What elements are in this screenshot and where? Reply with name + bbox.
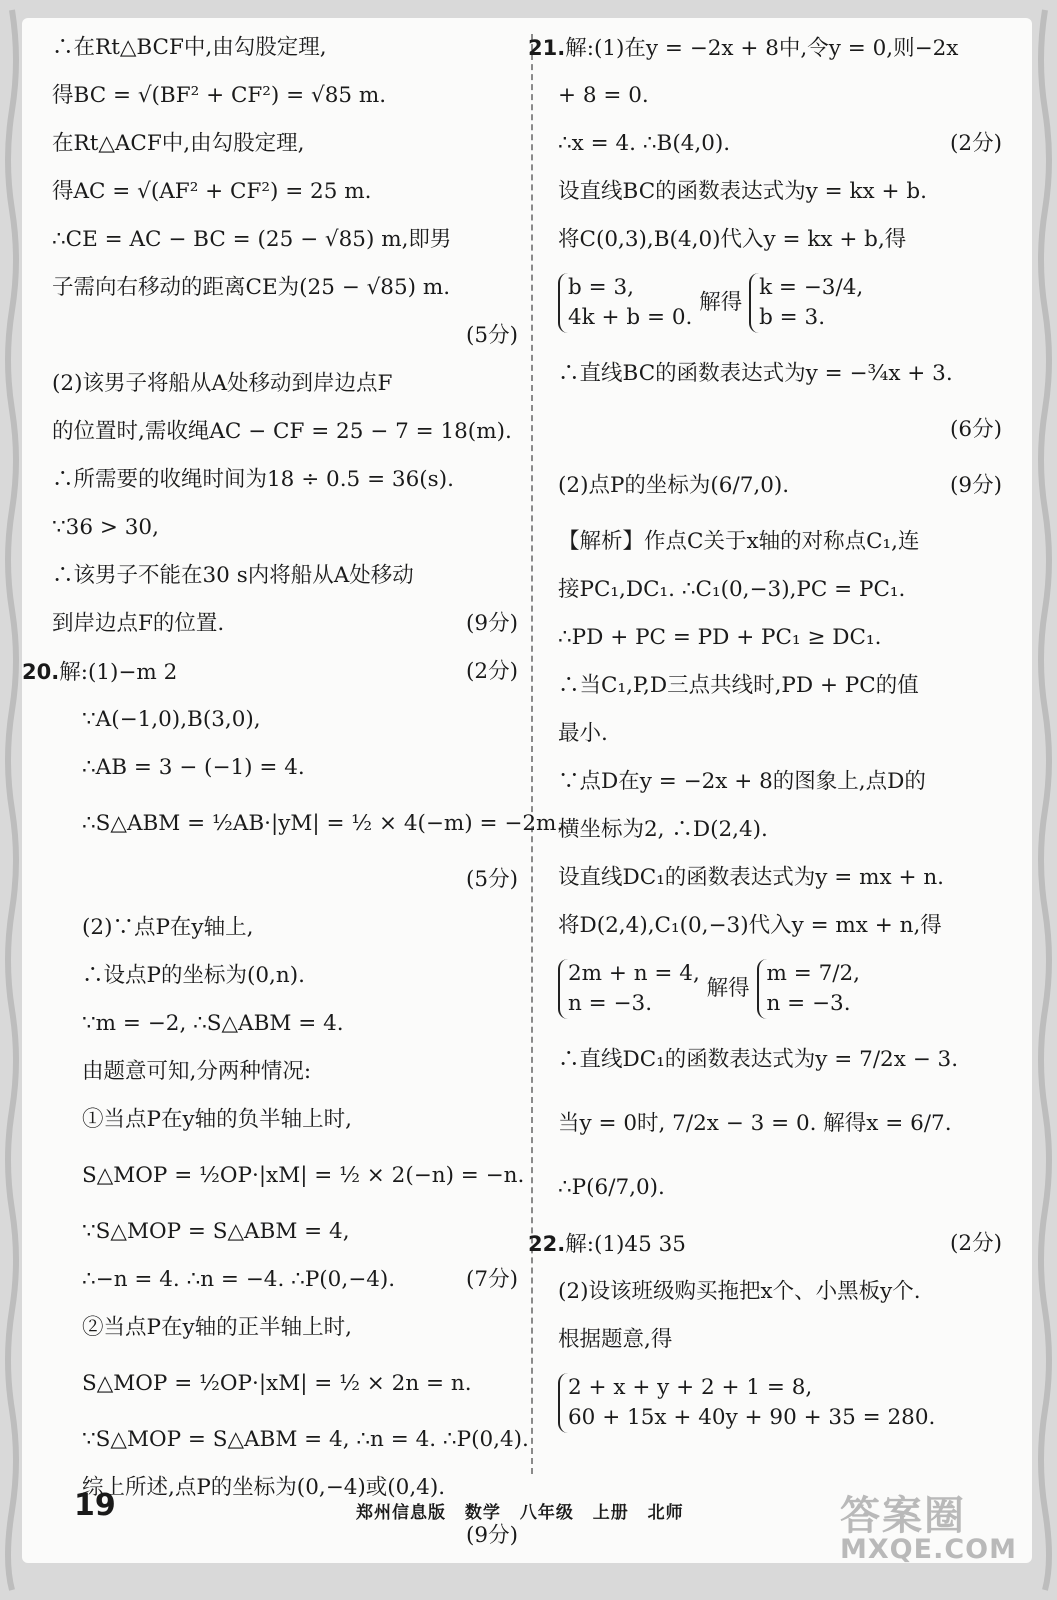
- answer-part-1: 解:(1)在y = −2x + 8中,令y = 0,则−2x: [565, 36, 959, 61]
- text-line-with-score: [558, 454, 1006, 518]
- equation: 4k + b = 0.: [568, 305, 693, 330]
- text-line: 在Rt△ACF中,由勾股定理,: [52, 131, 305, 156]
- equation: b = 3.: [759, 305, 826, 330]
- text-line: ∴直线BC的函数表达式为y = −¾x + 3.: [558, 361, 953, 386]
- page-number: 19: [74, 1488, 116, 1523]
- text-line: 子需向右移动的距离CE为(25 − √85) m.: [52, 275, 451, 300]
- text-line: ∴PD + PC = PD + PC₁ ≥ DC₁.: [558, 625, 882, 650]
- question-number: 21.: [528, 36, 566, 60]
- text-line: (2)点P的坐标为(6/7,0).: [558, 473, 790, 498]
- text-line: 的位置时,需收绳AC − CF = 25 − 7 = 18(m).: [52, 419, 512, 444]
- book-info: 郑州信息版 数学 八年级 上册 北师: [356, 1503, 684, 1523]
- question-20-header: [22, 648, 522, 696]
- right-column: [528, 24, 1006, 1442]
- equation-system-3: [558, 1364, 1006, 1442]
- text-line: ∴所需要的收绳时间为18 ÷ 0.5 = 36(s).: [52, 467, 454, 492]
- equation: 60 + 15x + 40y + 90 + 35 = 280.: [568, 1405, 936, 1430]
- text-line: 【解析】作点C关于x轴的对称点C₁,连: [558, 529, 920, 554]
- text-line: (2)设该班级购买拖把x个、小黑板y个.: [558, 1279, 921, 1304]
- text-line: ∴AB = 3 − (−1) = 4.: [82, 755, 305, 780]
- answer-part-1: 解:(1)45 35: [565, 1232, 686, 1257]
- solution-brace: [749, 273, 863, 333]
- text-line: ∴P(6/7,0).: [558, 1175, 665, 1200]
- score: (5分): [466, 867, 518, 892]
- score: (9分): [466, 611, 518, 636]
- text-line: ∴−n = 4. ∴n = −4. ∴P(0,−4).: [82, 1267, 396, 1292]
- text-line: ∴设点P的坐标为(0,n).: [82, 963, 305, 988]
- text-line: ∵36 > 30,: [52, 515, 159, 540]
- watermark-logo: [840, 1484, 1040, 1574]
- text-line: 到岸边点F的位置.: [52, 611, 225, 636]
- text-line: S△MOP = ½OP·|xM| = ½ × 2(−n) = −n.: [82, 1163, 525, 1188]
- text-line: 根据题意,得: [558, 1327, 673, 1352]
- equation: m = 7/2,: [766, 961, 861, 986]
- text-line: ∵S△MOP = S△ABM = 4, ∴n = 4. ∴P(0,4).: [82, 1427, 529, 1452]
- equation: n = −3.: [766, 991, 851, 1016]
- equation: n = −3.: [568, 991, 653, 1016]
- system-brace: [558, 959, 700, 1019]
- text-line: (2)∵点P在y轴上,: [82, 915, 254, 940]
- text-line-with-score: [52, 1256, 522, 1304]
- solve-label: 解得: [699, 290, 743, 315]
- text-line: 最小.: [558, 721, 608, 746]
- equation-system-1: [558, 264, 1006, 342]
- text-line: ∴在Rt△BCF中,由勾股定理,: [52, 35, 327, 60]
- text-line: ∴当C₁,P,D三点共线时,PD + PC的值: [558, 673, 919, 698]
- text-line: ②当点P在y轴的正半轴上时,: [82, 1315, 352, 1340]
- score: (9分): [950, 473, 1002, 498]
- solution-brace: [757, 959, 861, 1019]
- score: (5分): [466, 323, 518, 348]
- equation: k = −3/4,: [759, 275, 864, 300]
- score-row: [52, 856, 522, 904]
- text-line: ∴该男子不能在30 s内将船从A处移动: [52, 563, 414, 588]
- text-line: ∴S△ABM = ½AB·|yM| = ½ × 4(−m) = −2m.: [82, 811, 564, 836]
- question-number: 20.: [22, 660, 60, 684]
- text-line: ∴CE = AC − BC = (25 − √85) m,即男: [52, 227, 452, 252]
- watermark-text: 答案圈: [840, 1493, 966, 1539]
- text-line: 将C(0,3),B(4,0)代入y = kx + b,得: [558, 227, 907, 252]
- text-line: 横坐标为2, ∴D(2,4).: [558, 817, 768, 842]
- score-row: [558, 406, 1006, 454]
- score: (2分): [950, 131, 1002, 156]
- score: (6分): [950, 417, 1002, 442]
- score: (9分): [466, 1523, 518, 1548]
- text-line: 接PC₁,DC₁. ∴C₁(0,−3),PC = PC₁.: [558, 577, 906, 602]
- text-line: 当y = 0时, 7/2x − 3 = 0. 解得x = 6/7.: [558, 1111, 952, 1136]
- text-line-with-score: [558, 120, 1006, 168]
- watermark-url: MXQE.COM: [840, 1534, 1017, 1565]
- text-line: ∵点D在y = −2x + 8的图象上,点D的: [558, 769, 926, 794]
- text-line: ∵A(−1,0),B(3,0),: [82, 707, 261, 732]
- text-line: 设直线BC的函数表达式为y = kx + b.: [558, 179, 927, 204]
- text-line: 得BC = √(BF² + CF²) = √85 m.: [52, 83, 387, 108]
- text-line: 得AC = √(AF² + CF²) = 25 m.: [52, 179, 372, 204]
- text-line: 综上所述,点P的坐标为(0,−4)或(0,4).: [82, 1475, 446, 1500]
- equation: 2m + n = 4,: [568, 961, 700, 986]
- question-21-header: [528, 24, 1006, 72]
- text-line: S△MOP = ½OP·|xM| = ½ × 2n = n.: [82, 1371, 472, 1396]
- score: (2分): [466, 659, 518, 684]
- score-row: [52, 312, 522, 360]
- equation-system-2: [558, 950, 1006, 1028]
- score: (7分): [466, 1267, 518, 1292]
- text-line: ∴直线DC₁的函数表达式为y = 7/2x − 3.: [558, 1047, 959, 1072]
- equation: 2 + x + y + 2 + 1 = 8,: [568, 1375, 813, 1400]
- text-line: 设直线DC₁的函数表达式为y = mx + n.: [558, 865, 945, 890]
- score: (2分): [950, 1231, 1002, 1256]
- text-line: ①当点P在y轴的负半轴上时,: [82, 1107, 352, 1132]
- text-line: ∴x = 4. ∴B(4,0).: [558, 131, 731, 156]
- text-line: (2)该男子将船从A处移动到岸边点F: [52, 371, 393, 396]
- text-line: ∵m = −2, ∴S△ABM = 4.: [82, 1011, 344, 1036]
- text-line: ∵S△MOP = S△ABM = 4,: [82, 1219, 350, 1244]
- text-line-with-score: [52, 600, 522, 648]
- question-22-header: [528, 1220, 1006, 1268]
- system-brace: [558, 1373, 935, 1433]
- solve-label: 解得: [706, 976, 750, 1001]
- system-brace: [558, 273, 692, 333]
- question-number: 22.: [528, 1232, 566, 1256]
- text-line: + 8 = 0.: [558, 83, 649, 108]
- equation: b = 3,: [568, 275, 634, 300]
- text-line: 由题意可知,分两种情况:: [82, 1059, 312, 1084]
- answer-part-1: 解:(1)−m 2: [59, 660, 178, 685]
- text-line: 将D(2,4),C₁(0,−3)代入y = mx + n,得: [558, 913, 942, 938]
